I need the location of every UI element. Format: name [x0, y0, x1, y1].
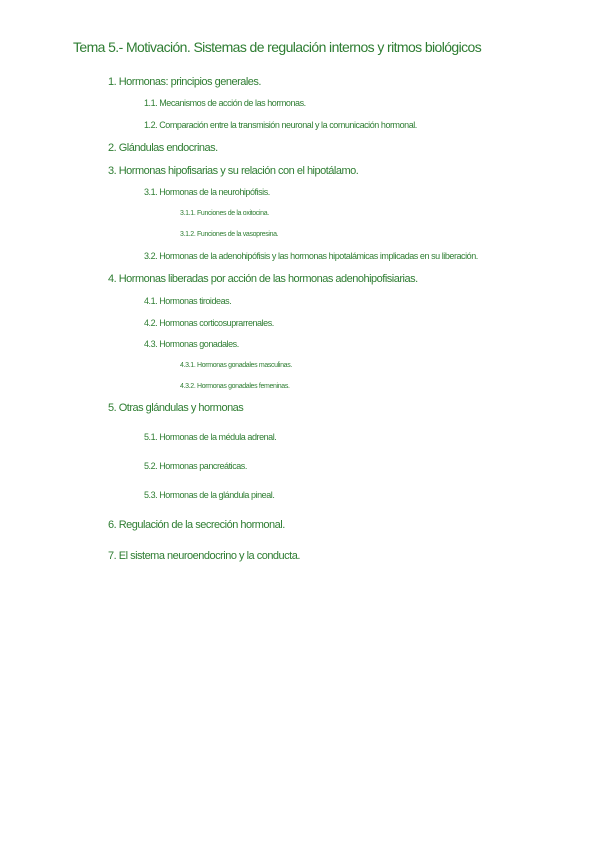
- toc-item-1-2: 1.2. Comparación entre la transmisión neuronal y la comunicación hormonal.: [144, 120, 417, 130]
- page-title: Tema 5.- Motivación. Sistemas de regulación internos y ritmos biológicos: [73, 39, 482, 55]
- toc-item-4-3-1: 4.3.1. Hormonas gonadales masculinas.: [180, 362, 292, 369]
- toc-item-5: 5. Otras glándulas y hormonas: [108, 402, 244, 414]
- toc-item-1-1: 1.1. Mecanismos de acción de las hormonas.: [144, 98, 306, 108]
- toc-item-3-1-1: 3.1.1. Funciones de la oxitocina.: [180, 210, 269, 217]
- toc-item-4-3-2: 4.3.2. Hormonas gonadales femeninas.: [180, 383, 290, 390]
- toc-item-5-2: 5.2. Hormonas pancreáticas.: [144, 461, 247, 471]
- toc-item-1: 1. Hormonas: principios generales.: [108, 76, 261, 88]
- toc-item-4: 4. Hormonas liberadas por acción de las hormonas adenohipofisiarias.: [108, 273, 418, 285]
- toc-item-3-1: 3.1. Hormonas de la neurohipófisis.: [144, 187, 270, 197]
- toc-item-5-1: 5.1. Hormonas de la médula adrenal.: [144, 432, 277, 442]
- toc-item-6: 6. Regulación de la secreción hormonal.: [108, 519, 285, 531]
- toc-item-7: 7. El sistema neuroendocrino y la conducta.: [108, 550, 300, 562]
- toc-item-4-3: 4.3. Hormonas gonadales.: [144, 339, 239, 349]
- toc-item-3-2: 3.2. Hormonas de la adenohipófisis y las hormonas hipotalámicas implicadas en su liberación.: [144, 251, 478, 261]
- toc-item-3-1-2: 3.1.2. Funciones de la vasopresina.: [180, 231, 279, 238]
- toc-item-3: 3. Hormonas hipofisarias y su relación con el hipotálamo.: [108, 165, 359, 177]
- toc-item-2: 2. Glándulas endocrinas.: [108, 142, 218, 154]
- toc-item-4-1: 4.1. Hormonas tiroideas.: [144, 296, 232, 306]
- toc-item-5-3: 5.3. Hormonas de la glándula pineal.: [144, 490, 275, 500]
- toc-item-4-2: 4.2. Hormonas corticosuprarrenales.: [144, 318, 274, 328]
